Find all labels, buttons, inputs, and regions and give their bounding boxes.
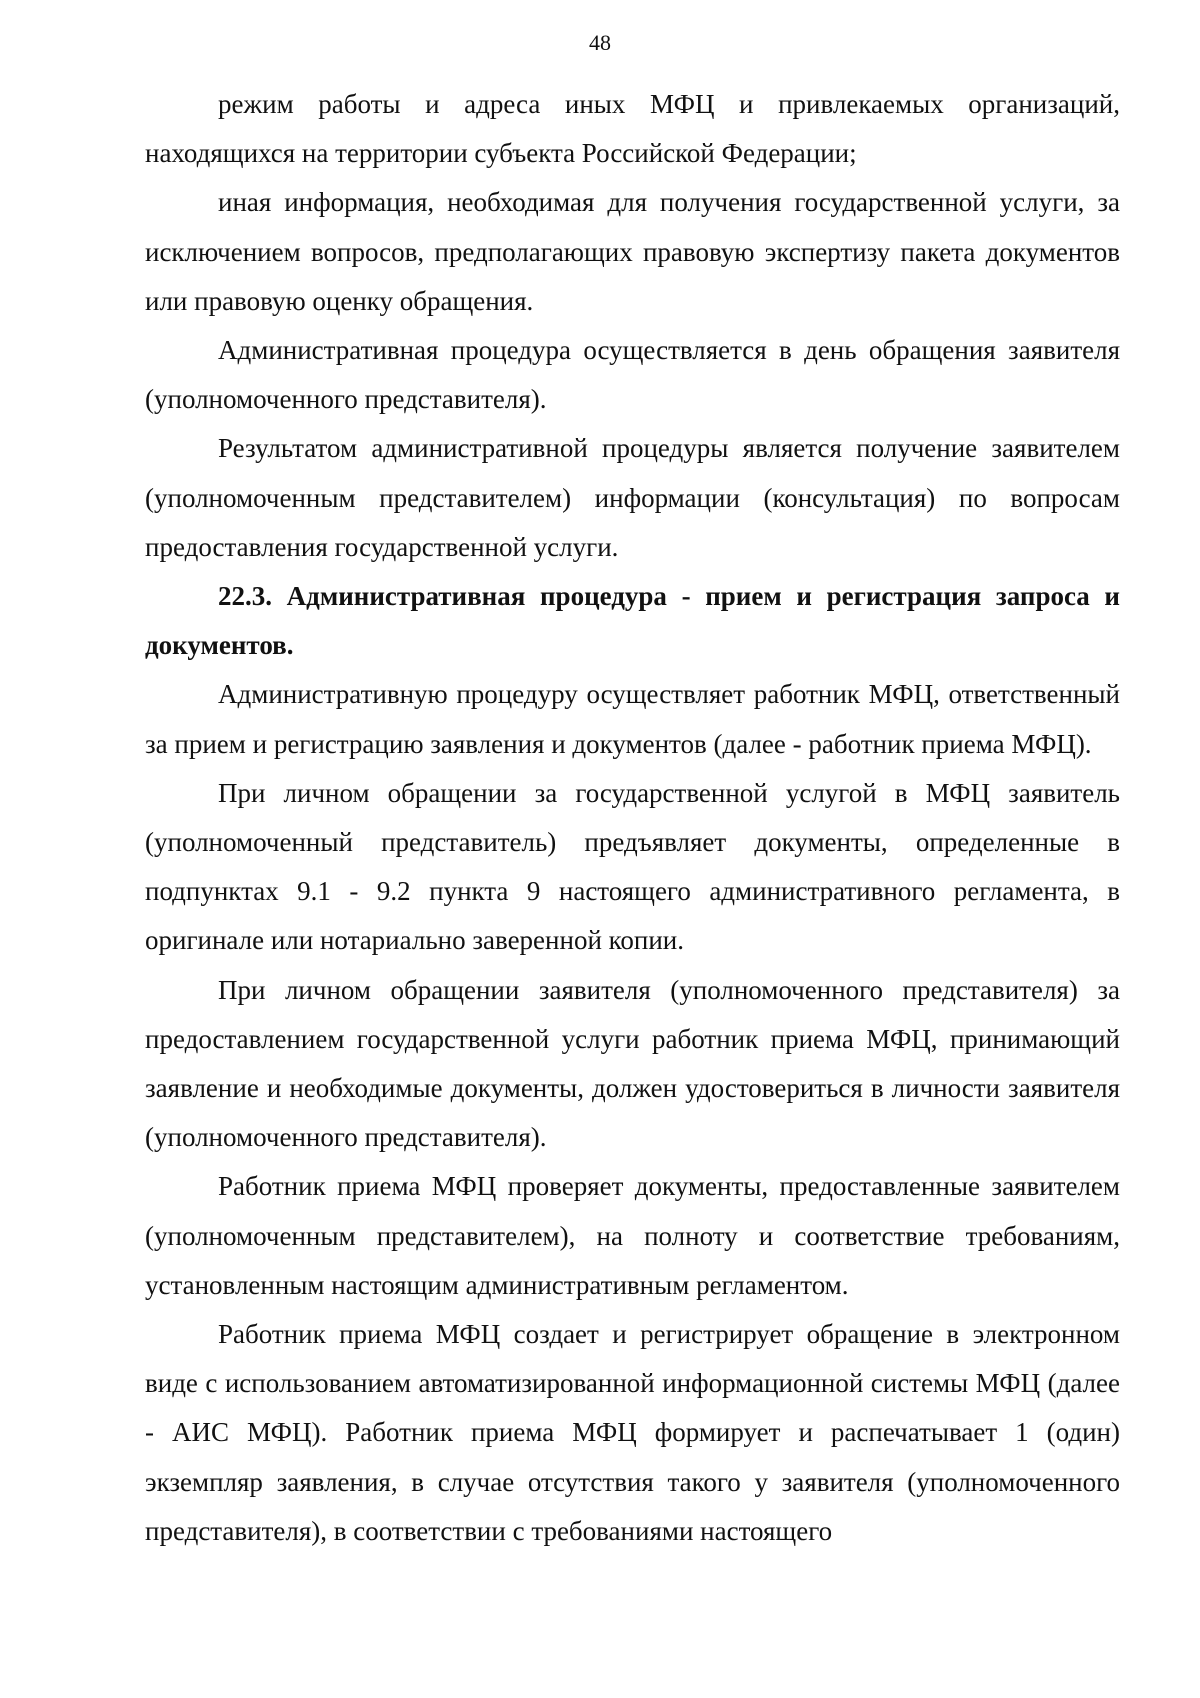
paragraph-procedure-result: Результатом административной процедуры является получение заявителем (уполномоченным представителем) информации (консультация) по вопросам предоставления государственной услуги. bbox=[145, 433, 1120, 562]
section-heading-22-3: 22.3. Административная процедура - прием и регистрация запроса и документов. bbox=[145, 581, 1120, 661]
paragraph-mfc-addresses: режим работы и адреса иных МФЦ и привлекаемых организаций, находящихся на территории субъекта Российской Федерации; bbox=[145, 89, 1120, 169]
paragraph-personal-appeal-documents: При личном обращении за государственной услугой в МФЦ заявитель (уполномоченный представитель) предъявляет документы, определенные в подпунктах 9.1 - 9.2 пункта 9 настоящего административного регламента, в оригинале или нотариально заверенной копии. bbox=[145, 777, 1120, 956]
document-body bbox=[145, 80, 1120, 1556]
paragraph-other-information: иная информация, необходимая для получения государственной услуги, за исключением вопросов, предполагающих правовую экспертизу пакета документов или правовую оценку обращения. bbox=[145, 187, 1120, 316]
paragraph-identity-verification: При личном обращении заявителя (уполномоченного представителя) за предоставлением государственной услуги работник приема МФЦ, принимающий заявление и необходимые документы, должен удостовериться в личности заявителя (уполномоченного представителя). bbox=[145, 974, 1120, 1153]
page-number: 48 bbox=[589, 30, 611, 55]
paragraph-procedure-day: Административная процедура осуществляется в день обращения заявителя (уполномоченного представителя). bbox=[145, 335, 1120, 415]
paragraph-registration-ais: Работник приема МФЦ создает и регистрирует обращение в электронном виде с использованием автоматизированной информационной системы МФЦ (далее - АИС МФЦ). Работник приема МФЦ формирует и распечатывает 1 (один) экземпляр заявления, в случае отсутствия такого у заявителя (уполномоченного представителя), в соответствии с требованиями настоящего bbox=[145, 1319, 1120, 1546]
paragraph-responsible-worker: Административную процедуру осуществляет работник МФЦ, ответственный за прием и регистрацию заявления и документов (далее - работник приема МФЦ). bbox=[145, 679, 1120, 759]
paragraph-document-check: Работник приема МФЦ проверяет документы, предоставленные заявителем (уполномоченным представителем), на полноту и соответствие требованиям, установленным настоящим административным регламентом. bbox=[145, 1171, 1120, 1300]
